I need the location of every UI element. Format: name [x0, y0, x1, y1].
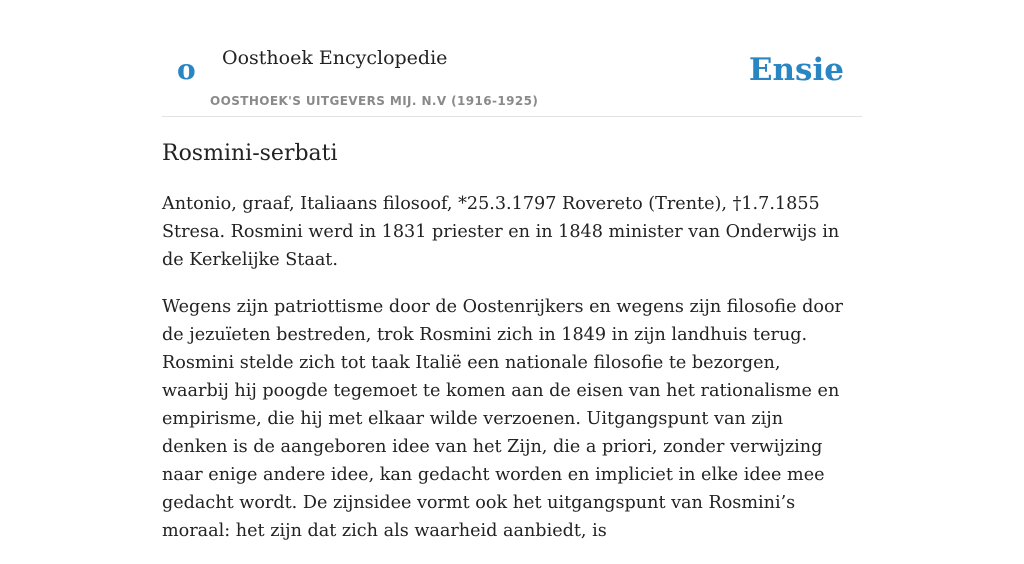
article-title: Rosmini-serbati	[162, 141, 338, 166]
source-subtitle: OOSTHOEK'S UITGEVERS MIJ. N.V (1916-1925)	[210, 94, 539, 108]
article	[162, 138, 852, 564]
source-header	[162, 0, 862, 117]
article-paragraph: Antonio, graaf, Italiaans filosoof, *25.3.1797 Rovereto (Trente), †1.7.1855 Stresa. Rosmini werd in 1831 priester en in 1848 minister van Onderwijs in de Kerkelijke Staat.	[162, 194, 840, 270]
brand-logo[interactable]: Ensie	[748, 52, 844, 88]
source-title[interactable]: Oosthoek Encyclopedie	[222, 47, 448, 69]
source-logo[interactable]: o	[177, 53, 196, 86]
article-paragraph: Wegens zijn patriottisme door de Oostenrijkers en wegens zijn filosofie door de jezuïeten bestreden, trok Rosmini zich in 1849 in zijn landhuis terug. Rosmini stelde zich tot taak Italië een nationale filosofie te bezorgen, waarbij hij poogde tegemoet te komen aan de eisen van het rationalisme en empirisme, die hij met elkaar wilde verzoenen. Uitgangspunt van zijn denken is de aangeboren idee van het Zijn, die a priori, zonder verwijzing naar enige andere idee, kan gedacht worden en impliciet in elke idee mee gedacht wordt. De zijnsidee vormt ook het uitgangspunt van Rosmini’s moraal: het zijn dat zich als waarheid aanbiedt, is	[162, 297, 843, 541]
